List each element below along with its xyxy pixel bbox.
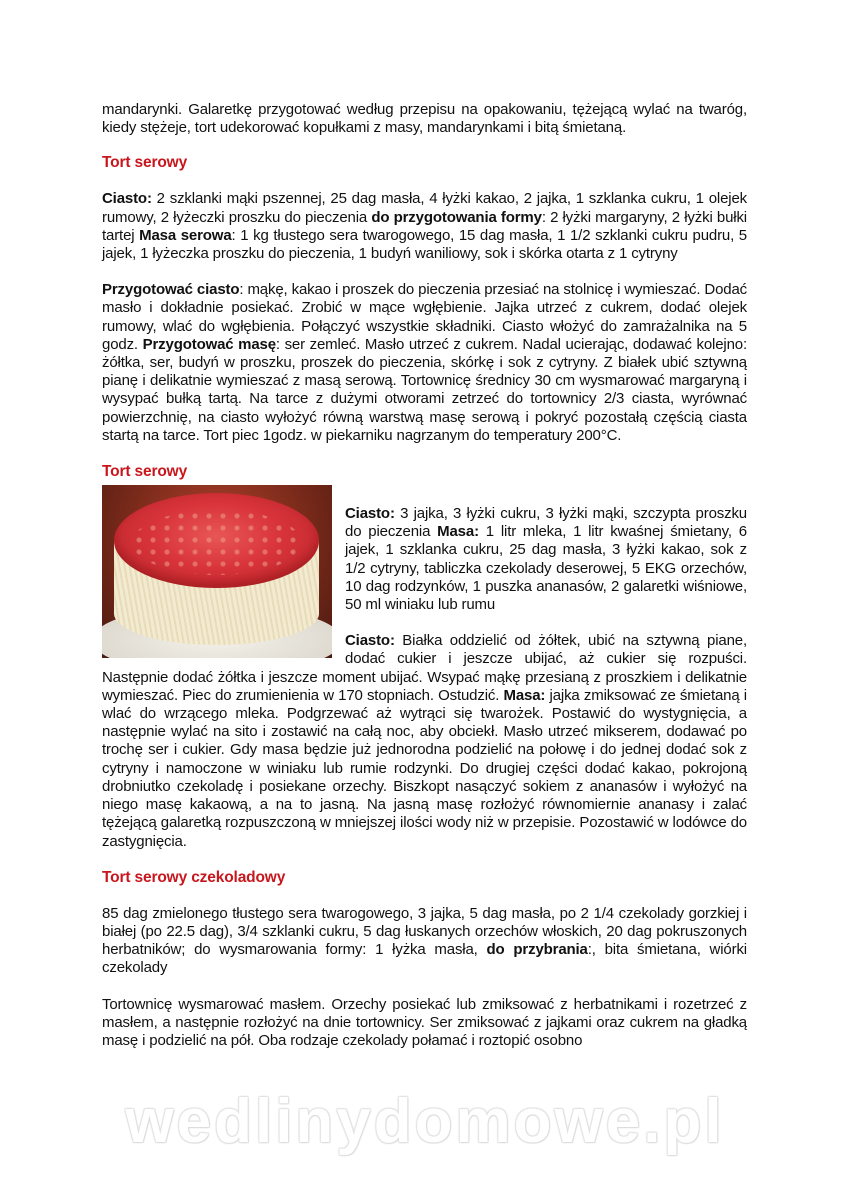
label-masa: Masa: <box>437 523 479 541</box>
recipe-preparation <box>102 996 747 1051</box>
text-run: 2 szklanki mąki pszennej, 25 dag masła, 4 łyżki kakao, 2 jajka, 1 szklanka cukru, 1 olejek rumowy, 2 łyżeczki proszku do pieczenia <box>102 190 747 226</box>
recipe-title: Tort serowy <box>102 463 188 481</box>
text-run: Białka oddzielić od żółtek, ubić na sztywną piane, dodać cukier i jeszcze ubijać, aż cukier się rozpuści. Następnie dodać żółtka i jeszcze moment ubijać. Wsypać mąkę przesianą z proszkiem i delikatnie wymieszać. Piec do zrumienienia w 170 stopniach. Ostudzić. <box>102 632 747 704</box>
watermark-logo: wedlinydomowe.pl <box>125 1087 725 1156</box>
label-masa: Masa: <box>503 686 546 704</box>
label-przygotowac-ciasto: Przygotować ciasto <box>102 281 240 299</box>
recipe-ingredients <box>102 190 747 263</box>
label-ciasto: Ciasto: <box>102 190 152 208</box>
document-page <box>102 101 747 1050</box>
cake-photo <box>102 485 332 658</box>
label-ciasto: Ciasto: <box>345 632 395 650</box>
intro-paragraph: mandarynki. Galaretkę przygotować według przepisu na opakowaniu, tężejącą wylać na twaróg, kiedy stężeje, tort udekorować kopułkami z masy, mandarynkami i bitą śmietaną. <box>102 101 747 137</box>
recipe-preparation <box>102 281 747 445</box>
label-ciasto: Ciasto: <box>345 505 395 523</box>
recipe-preparation <box>102 632 747 850</box>
text-run: 85 dag zmielonego tłustego sera twarogowego, 3 jajka, 5 dag masła, po 2 1/4 czekolady gorzkiej i białej (po 22.5 dag), 3/4 szklanki cukru, 5 dag łuskanych orzechów włoskich, 20 dag pokruszonych herbatników; do wysmarowania formy: 1 łyżka masła, <box>102 904 747 959</box>
label-masa-serowa: Masa serowa <box>139 226 232 244</box>
text-run: jajka zmiksować ze śmietaną i wlać do wrzącego mleka. Podgrzewać aż wytrąci się twarożek. Postawić do wystygnięcia, a następnie wylać na sito i zostawić na całą noc, aby obciekł. Masło utrzeć mikserem, dodawać po trochę ser i cukier. Gdy masa będzie już jednorodna podzielić na połowę i do jednej dodać sok z cytryny i namoczone w winiaku lub rumie rodzynki. Do drugiej części dodać kakao, pokrojoną drobniutko czekoladę i posiekane orzechy. Biszkopt nasączyć sokiem z ananasów i wyłożyć na niego masę kakaową, a na to jasną. Na jasną masę rozłożyć równomiernie ananasy i zalać tężejącą galaretką rozpuszczoną w mniejszej ilości wody niż w przepisie. Pozostawić w lodówce do zastygnięcia. <box>102 686 747 850</box>
recipe-ingredients <box>102 905 747 978</box>
text-run: : 2 łyżki margaryny, 2 łyżki bułki tartej <box>102 208 747 244</box>
label-przygotowac-mase: Przygotować masę <box>142 335 276 353</box>
text-run: Tortownicę wysmarować masłem. Orzechy posiekać lub zmiksować z herbatnikami i rozetrzeć z masłem, a następnie rozłożyć na dnie tortownicy. Ser zmiksować z jajkami oraz cukrem na gładką masę i podzielić na pół. Oba rodzaje czekolady połamać i roztopić osobno <box>102 995 747 1049</box>
label-forma: do przygotowania formy <box>371 208 542 226</box>
text-run: : mąkę, kakao i proszek do pieczenia przesiać na stolnicę i wymieszać. Dodać masło i dokładnie posiekać. Zrobić w mące wgłębienie. Jajka utrzeć z cukrem, dodać olejek rumowy, wlać do wgłębienia. Połączyć wszystkie składniki. Ciasto włożyć do zamrażalnika na 5 godz. <box>102 281 748 353</box>
text-run: : ser zemleć. Masło utrzeć z cukrem. Nadal ucierając, dodawać kolejno: żółtka, ser, budyń w proszku, proszek do pieczenia, skórkę i sok z cytryny. Z białek ubić sztywną pianę i delikatnie wymieszać z masą serową. Tortownicę średnicy 30 cm wysmarować margaryną i wysypać bułką tartą. Na tarce z dużymi otworami zetrzeć do tortownicy 2/3 ciasta, wyrównać powierzchnię, na ciasto wyłożyć równą warstwą masę serową i pokryć pozostałą częścią ciasta startą na tarce. Tort piec 1godz. w piekarniku nagrzanym do temperatury 200°C. <box>102 335 747 444</box>
text-run: : 1 kg tłustego sera twarogowego, 15 dag masła, 1 1/2 szklanki cukru pudru, 5 jajek, 1 łyżeczka proszku do pieczenia, 1 budyń waniliowy, sok i skórka otarta z 1 cytryny <box>102 226 748 263</box>
text-run: 1 litr mleka, 1 litr kwaśnej śmietany, 6 jajek, 1 szklanka cukru, 25 dag masła, 3 łyżki kakao, sok z 1/2 cytryny, tabliczka czekolady deserowej, 5 EKG orzechów, 10 dag rodzynków, 1 puszka ananasów, 2 galaretki wiśniowe, 50 ml winiaku lub rumu <box>345 523 747 614</box>
label-do-przybrania: do przybrania <box>486 941 588 959</box>
recipe-title: Tort serowy czekoladowy <box>102 868 286 886</box>
text-run: 3 jajka, 3 łyżki cukru, 3 łyżki mąki, szczypta proszku do pieczenia <box>345 505 747 541</box>
text-run: :, bita śmietana, wiórki czekolady <box>102 941 747 977</box>
recipe-title: Tort serowy <box>102 154 188 172</box>
